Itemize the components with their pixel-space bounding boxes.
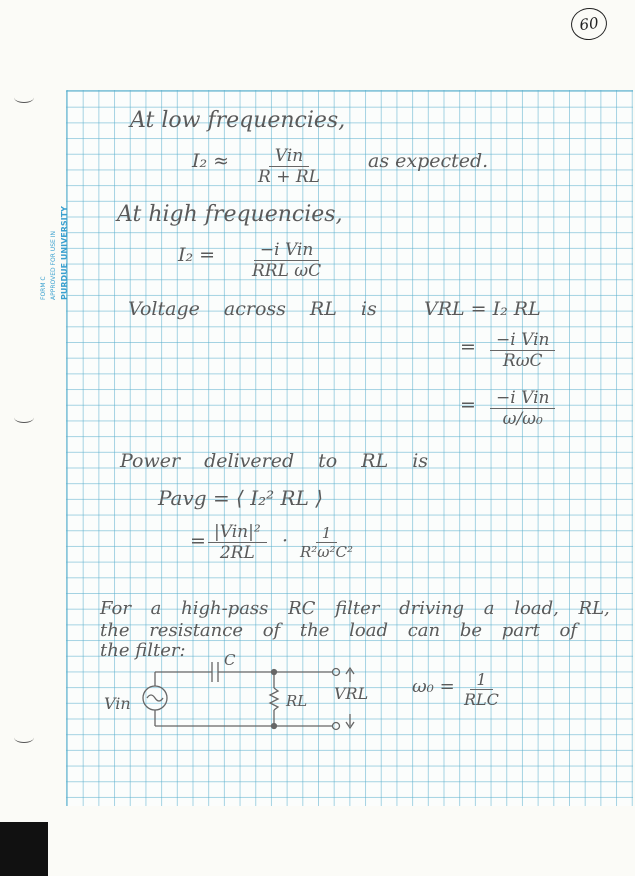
power-f2-den: R²ω²C²	[300, 543, 354, 561]
binder-hole-icon	[14, 412, 34, 423]
high-freq-num: −i Vin	[254, 240, 319, 261]
power-f2-num: 1	[316, 524, 338, 543]
omega-num: 1	[470, 670, 492, 690]
stamp-line-1: FORM C	[40, 276, 47, 300]
stamp-line-2: APPROVED FOR USE IN	[50, 231, 57, 300]
rc-circuit-diagram	[100, 660, 380, 760]
power-f1-den: 2RL	[219, 543, 255, 563]
equals-sign: =	[460, 394, 476, 416]
voltage-eq1-den: RωC	[502, 351, 543, 371]
low-freq-den: R + RL	[258, 167, 320, 187]
filter-line-1: For a high-pass RC filter driving a load, RL,	[100, 598, 610, 619]
voltage-lhs: VRL = I₂ RL	[424, 298, 541, 320]
binder-hole-icon	[14, 732, 34, 743]
capacitor-label: C	[224, 651, 236, 669]
voltage-text: Voltage across RL is	[128, 298, 377, 320]
output-label: VRL	[334, 684, 369, 703]
power-fraction-1	[208, 522, 267, 563]
low-freq-note: as expected.	[368, 150, 489, 172]
omega-fraction	[458, 670, 505, 709]
equals-sign: =	[460, 336, 476, 358]
filter-line-3: the filter:	[100, 640, 186, 661]
low-freq-lhs: I₂ ≈	[192, 150, 230, 172]
omega-den: RLC	[464, 690, 499, 709]
resistor-icon	[270, 688, 278, 710]
low-freq-heading: At low frequencies,	[130, 108, 346, 133]
approval-stamp	[14, 200, 74, 320]
omega-lhs: ω₀ =	[412, 676, 455, 697]
resistor-label: RL	[286, 692, 308, 710]
binder-hole-icon	[14, 92, 34, 103]
equals-sign: =	[190, 530, 206, 552]
page-number: 60	[569, 6, 609, 43]
stamp-line-3: PURDUE UNIVERSITY	[60, 206, 69, 300]
high-freq-heading: At high frequencies,	[117, 202, 343, 227]
high-freq-fraction	[246, 240, 327, 281]
voltage-eq2-num: −i Vin	[490, 388, 555, 409]
multiply-dot: ·	[282, 530, 289, 552]
high-freq-den: RRL ωC	[252, 261, 322, 281]
power-f1-num: |Vin|²	[208, 522, 267, 543]
power-lhs: Pavg = ⟨ I₂² RL ⟩	[158, 486, 324, 510]
high-freq-lhs: I₂ =	[178, 244, 216, 266]
low-freq-num: Vin	[269, 146, 309, 167]
voltage-eq1-fraction	[490, 330, 555, 371]
filter-line-2: the resistance of the load can be part of	[100, 620, 578, 641]
low-freq-fraction	[252, 146, 326, 187]
power-text: Power delivered to RL is	[120, 450, 429, 472]
voltage-eq2-den: ω/ω₀	[502, 409, 543, 429]
voltage-eq1-num: −i Vin	[490, 330, 555, 351]
source-label: Vin	[104, 694, 131, 713]
voltage-eq2-fraction	[490, 388, 555, 429]
power-fraction-2	[294, 524, 359, 561]
scan-corner	[0, 822, 48, 876]
